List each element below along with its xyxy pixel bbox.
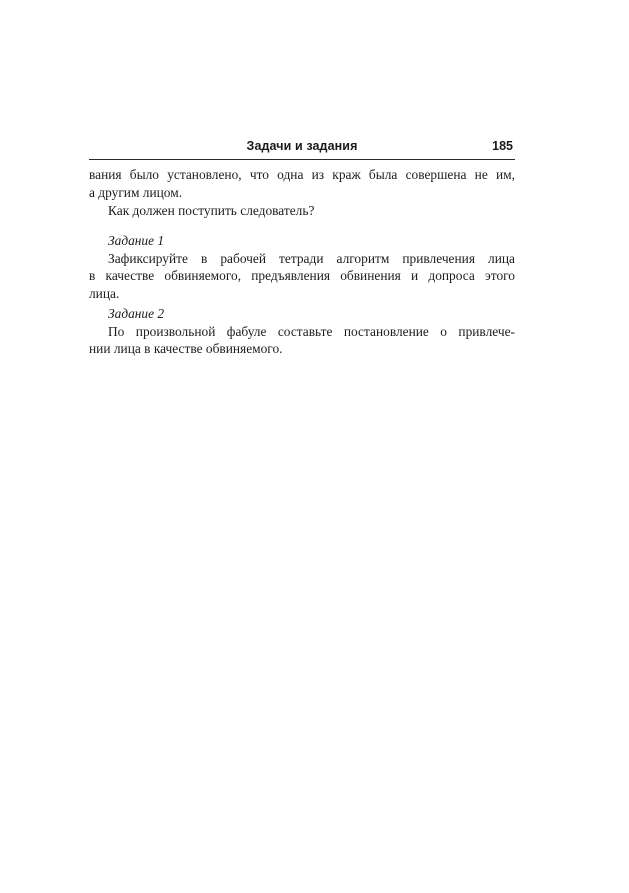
header-title: Задачи и задания xyxy=(246,139,358,153)
text-line: лица. xyxy=(89,285,120,301)
text-line: По произвольной фабуле составьте постановление о привлече- xyxy=(108,323,515,339)
text-line: нии лица в качестве обвиняемого. xyxy=(89,341,283,356)
running-header xyxy=(89,139,515,160)
task-1 xyxy=(89,232,515,302)
text-line: в качестве обвиняемого, предъявления обвинения и допроса этого xyxy=(89,268,515,283)
text-line: вания было установлено, что одна из краж была совершена не им, xyxy=(89,167,515,182)
text-line: а другим лицом. xyxy=(89,184,183,200)
task-1-heading: Задание 1 xyxy=(108,233,165,248)
text-line: Зафиксируйте в рабочей тетради алгоритм привлечения лица xyxy=(108,250,515,266)
question-paragraph xyxy=(89,202,515,220)
question-text: Как должен поступить следователь? xyxy=(108,203,315,218)
task-2 xyxy=(89,305,515,358)
continuation-paragraph xyxy=(89,166,515,201)
task-2-heading: Задание 2 xyxy=(108,306,165,321)
page-number: 185 xyxy=(492,139,513,153)
